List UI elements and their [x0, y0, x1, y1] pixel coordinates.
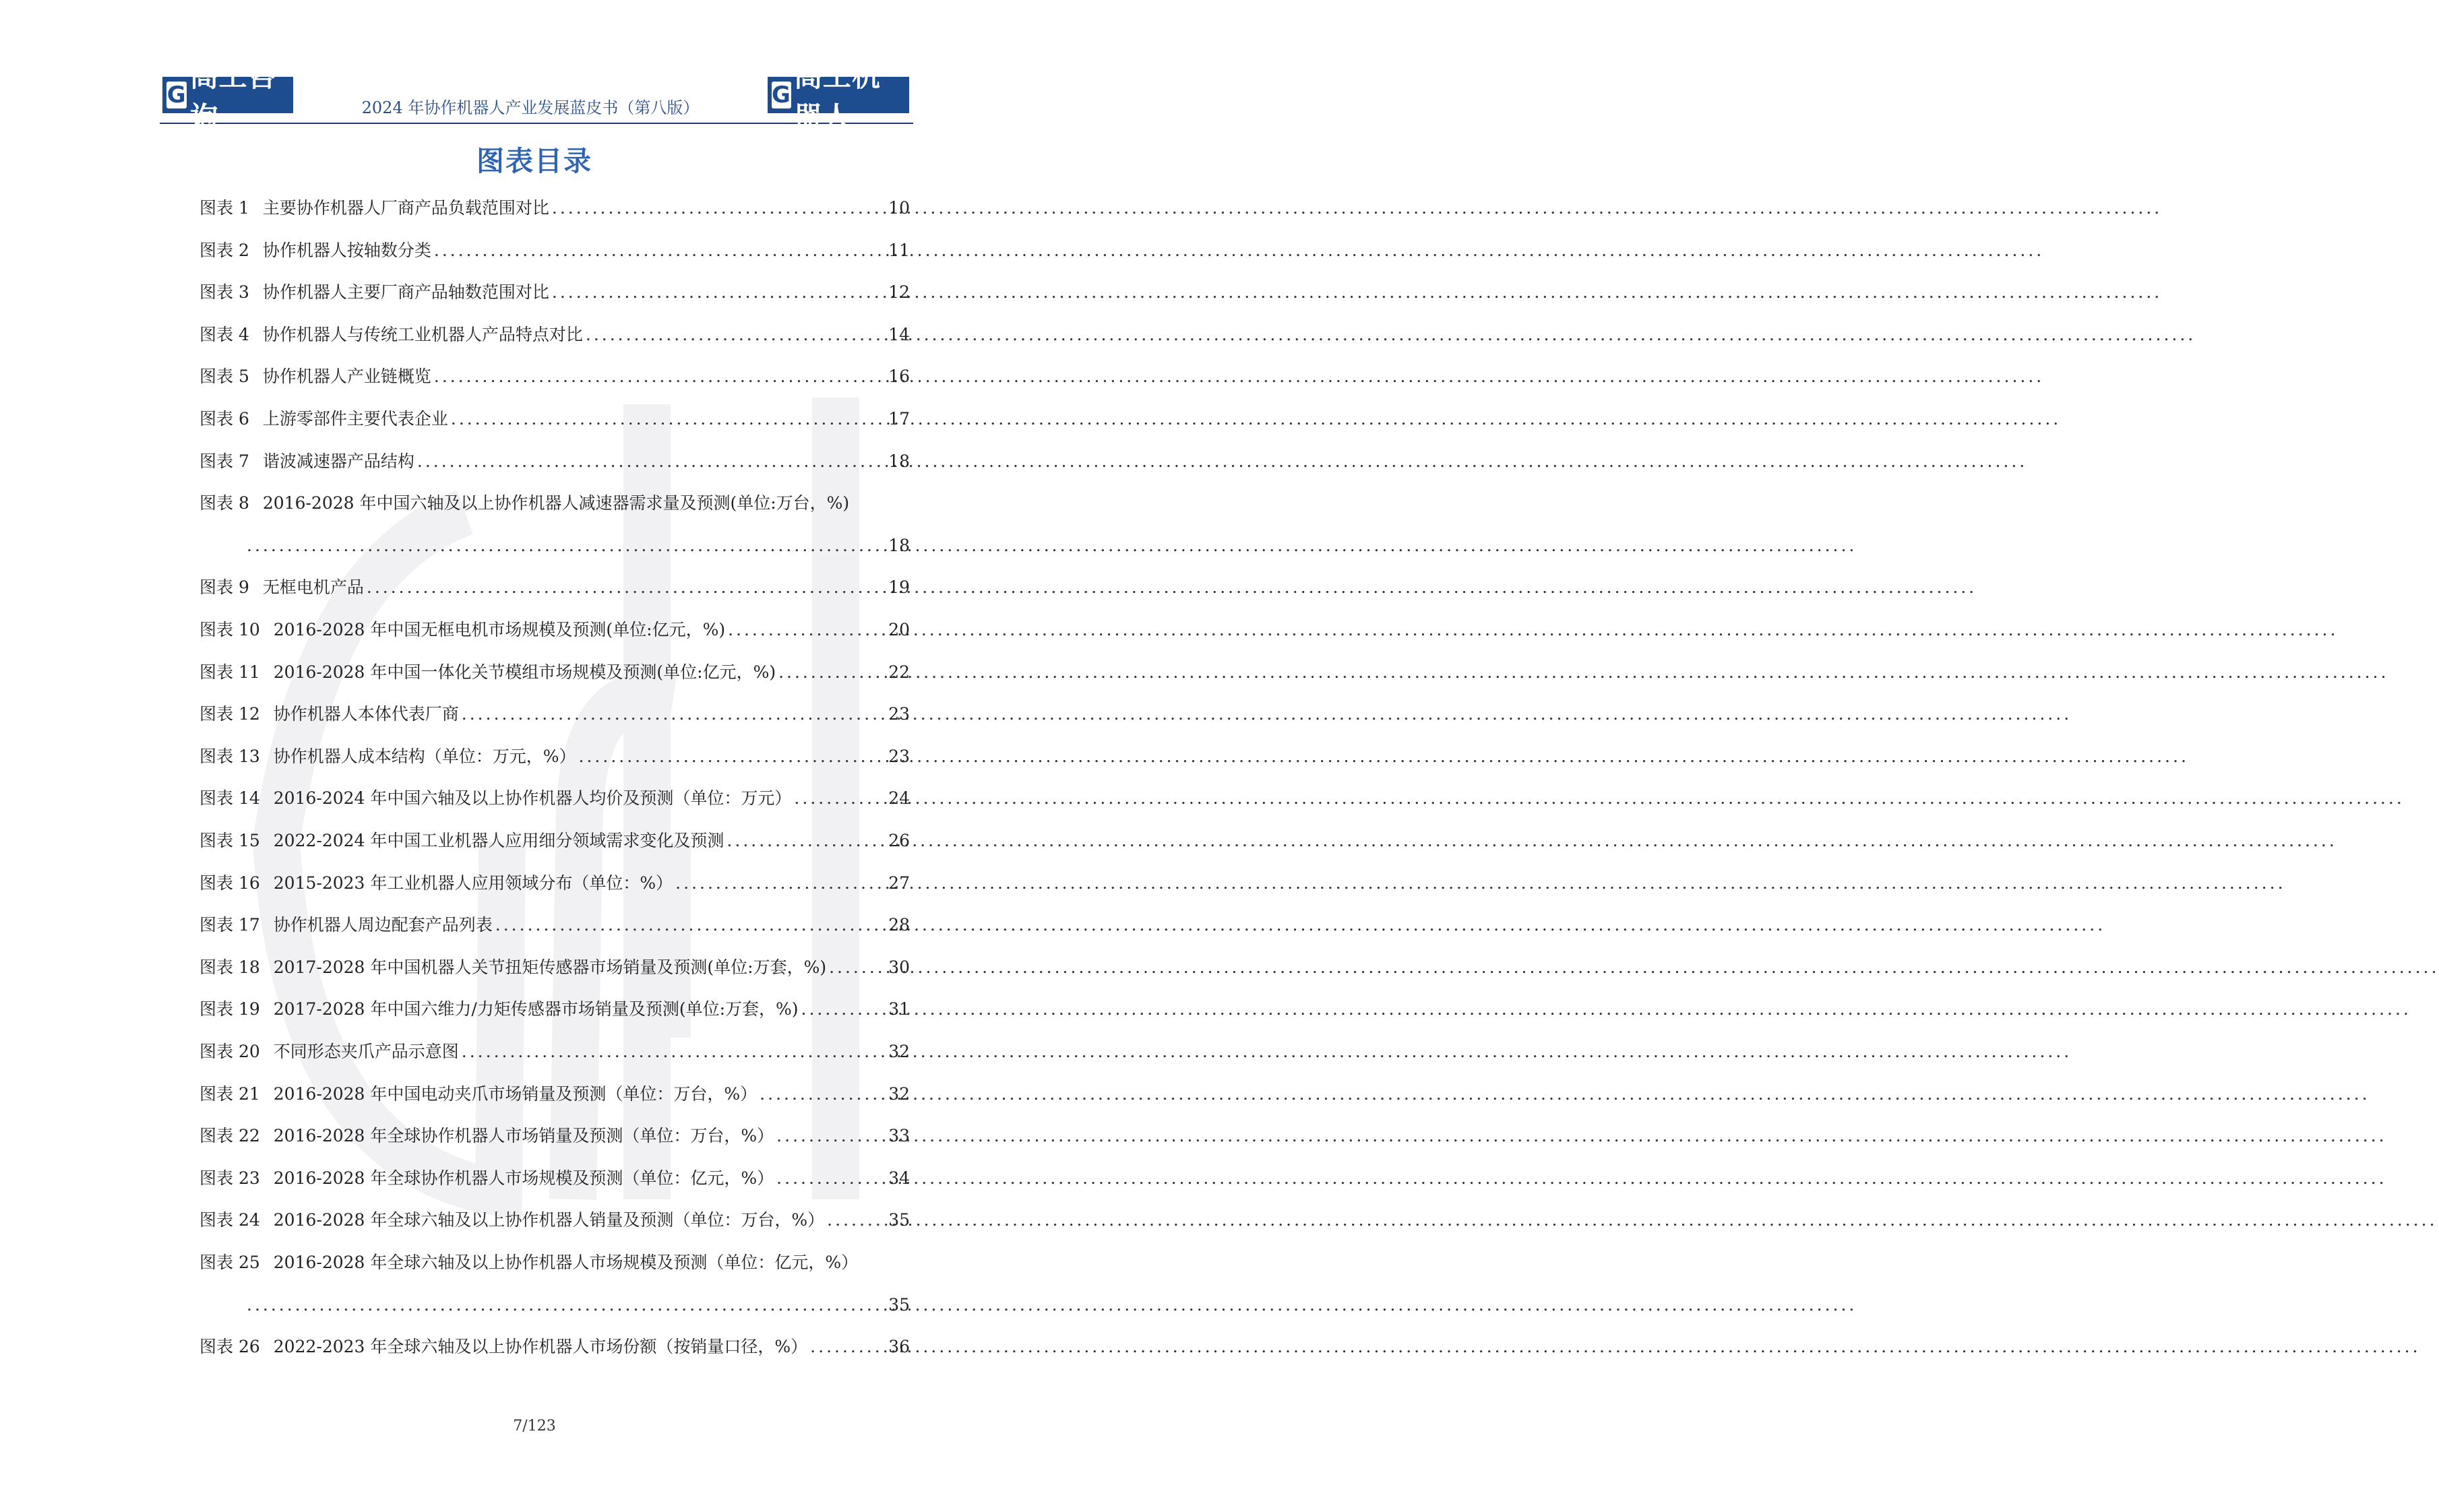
- toc-entry[interactable]: [199, 321, 910, 348]
- toc-entry-page: 28: [888, 915, 910, 935]
- toc-entry-label: 图表 20: [199, 1042, 260, 1061]
- toc-entry-label: 图表 24: [199, 1210, 260, 1230]
- toc-leader-dots: [552, 195, 886, 222]
- toc-entry-page: 36: [888, 1337, 910, 1356]
- toc-entry-page: 33: [888, 1126, 910, 1145]
- toc-entry[interactable]: [199, 1123, 910, 1149]
- gaogong-robot-logo: [768, 60, 909, 133]
- toc-leader-dots: [247, 1292, 886, 1319]
- logo-left-text: 高工咨询: [189, 60, 277, 133]
- toc-leader-dots: [495, 912, 886, 939]
- toc-entry-title: 协作机器人按轴数分类: [262, 241, 431, 260]
- toc-leader-dots: [801, 996, 886, 1023]
- toc-entry[interactable]: [199, 1249, 910, 1276]
- toc-entry-label: 图表 9: [199, 577, 249, 597]
- toc-entry-label: 图表 22: [199, 1126, 260, 1145]
- toc-entry[interactable]: [199, 1165, 910, 1192]
- toc-entry-page: 35: [888, 1295, 910, 1315]
- toc-entry-page: 14: [888, 325, 910, 344]
- toc-leader-dots: [552, 279, 886, 306]
- toc-entry[interactable]: [199, 1207, 910, 1234]
- toc-leader-dots: [675, 870, 886, 897]
- toc-entry-title: 谐波减速器产品结构: [262, 451, 414, 471]
- toc-entry[interactable]: [199, 743, 910, 770]
- toc-entry-title: 协作机器人产业链概览: [262, 367, 431, 386]
- toc-entry-title: 2016-2028 年中国无框电机市场规模及预测(单位:亿元，%): [273, 620, 726, 639]
- toc-entry-page: 23: [888, 747, 910, 766]
- toc-entry[interactable]: [199, 1333, 910, 1360]
- document-title: 2024 年协作机器人产业发展蓝皮书（第八版）: [361, 98, 700, 117]
- toc-entry[interactable]: [199, 1038, 910, 1065]
- toc-entry[interactable]: [199, 785, 910, 812]
- toc-leader-dots: [367, 574, 886, 601]
- toc-entry-page: 16: [888, 367, 910, 386]
- toc-leader-dots: [586, 321, 886, 348]
- toc-entry-title: 2016-2028 年中国一体化关节模组市场规模及预测(单位:亿元，%): [273, 662, 776, 682]
- toc-leader-dots: [829, 954, 886, 981]
- toc-entry-title: 2016-2024 年中国六轴及以上协作机器人均价及预测（单位：万元）: [273, 788, 792, 808]
- toc-leader-dots: [827, 1207, 886, 1234]
- toc-entry-page: 31: [888, 999, 910, 1019]
- toc-leader-dots: [776, 1123, 886, 1149]
- toc-entry[interactable]: [199, 996, 910, 1023]
- toc-leader-dots: [727, 827, 886, 854]
- toc-entry-page: 19: [888, 577, 910, 597]
- toc-entry[interactable]: [199, 617, 910, 643]
- toc-entry[interactable]: [199, 912, 910, 939]
- toc-entry-label: 图表 17: [199, 915, 260, 935]
- toc-entry-label: 图表 21: [199, 1084, 260, 1104]
- toc-entry-title: 2016-2028 年全球协作机器人市场规模及预测（单位：亿元，%）: [273, 1168, 774, 1188]
- toc-leader-dots: [794, 785, 886, 812]
- toc-entry[interactable]: [199, 1081, 910, 1108]
- toc-entry-title: 无框电机产品: [262, 577, 364, 597]
- toc-entry[interactable]: [199, 701, 910, 728]
- toc-entry-label: 图表 23: [199, 1168, 260, 1188]
- toc-entry-continuation[interactable]: [244, 1292, 910, 1319]
- toc-entry-label: 图表 4: [199, 325, 249, 344]
- toc-entry-title: 2016-2028 年全球协作机器人市场销量及预测（单位：万台，%）: [273, 1126, 774, 1145]
- toc-entry-title: 2016-2028 年全球六轴及以上协作机器人市场规模及预测（单位：亿元，%）: [273, 1253, 859, 1272]
- toc-entry-label: 图表 13: [199, 747, 260, 766]
- toc-entry[interactable]: [199, 279, 910, 306]
- toc-entry-page: 11: [888, 241, 910, 260]
- gaogong-consulting-logo: [162, 60, 293, 133]
- page-header: [160, 60, 913, 133]
- g-logo-icon: G: [772, 82, 791, 108]
- toc-entry-title: 协作机器人本体代表厂商: [273, 704, 459, 724]
- toc-entry-title: 协作机器人与传统工业机器人产品特点对比: [262, 325, 583, 344]
- toc-entry-label: 图表 11: [199, 662, 260, 682]
- toc-entry-page: 24: [888, 788, 910, 808]
- toc-entry-label: 图表 5: [199, 367, 249, 386]
- toc-entry-title: 主要协作机器人厂商产品负载范围对比: [262, 198, 549, 218]
- toc-entry-title: 协作机器人成本结构（单位：万元，%）: [273, 747, 576, 766]
- toc-entry-label: 图表 3: [199, 282, 249, 302]
- toc-entry-label: 图表 12: [199, 704, 260, 724]
- toc-entry[interactable]: [199, 406, 910, 433]
- toc-entry-page: 30: [888, 957, 910, 977]
- toc-leader-dots: [776, 1165, 886, 1192]
- toc-entry-title: 2017-2028 年中国机器人关节扭矩传感器市场销量及预测(单位:万套，%): [273, 957, 827, 977]
- toc-leader-dots: [778, 659, 886, 686]
- g-logo-icon: G: [166, 82, 187, 108]
- toc-entry-page: 20: [888, 620, 910, 639]
- toc-entry-title: 2022-2023 年全球六轴及以上协作机器人市场份额（按销量口径，%）: [273, 1337, 808, 1356]
- toc-entry-title: 2017-2028 年中国六维力/力矩传感器市场销量及预测(单位:万套，%): [273, 999, 799, 1019]
- toc-entry-page: 32: [888, 1084, 910, 1104]
- toc-entry-page: 32: [888, 1042, 910, 1061]
- toc-entry-continuation[interactable]: [244, 532, 910, 559]
- toc-entry-label: 图表 16: [199, 873, 260, 893]
- toc-entry-page: 35: [888, 1210, 910, 1230]
- toc-entry[interactable]: [199, 490, 910, 517]
- toc-entry-label: 图表 6: [199, 409, 249, 429]
- toc-entry-title: 2015-2023 年工业机器人应用领域分布（单位：%）: [273, 873, 673, 893]
- toc-entry-label: 图表 14: [199, 788, 260, 808]
- toc-leader-dots: [247, 532, 886, 559]
- toc-entry-page: 17: [888, 409, 910, 429]
- toc-entry[interactable]: [199, 659, 910, 686]
- toc-entry[interactable]: [199, 954, 910, 981]
- toc-title: 图表目录: [476, 145, 592, 177]
- toc-entry-page: 18: [888, 536, 910, 555]
- toc-entry-label: 图表 7: [199, 451, 249, 471]
- toc-leader-dots: [462, 1038, 886, 1065]
- toc-entry-label: 图表 1: [199, 198, 249, 218]
- toc-entry-label: 图表 18: [199, 957, 260, 977]
- toc-entry-page: 10: [888, 198, 910, 218]
- toc-leader-dots: [462, 701, 886, 728]
- logo-right-text: 高工机器人: [793, 60, 881, 133]
- toc-entry-page: 23: [888, 704, 910, 724]
- toc-entry-title: 2022-2024 年中国工业机器人应用细分领域需求变化及预测: [273, 831, 724, 850]
- toc-entry-title: 2016-2028 年全球六轴及以上协作机器人销量及预测（单位：万台，%）: [273, 1210, 825, 1230]
- toc-entry-title: 不同形态夹爪产品示意图: [273, 1042, 459, 1061]
- toc-entry[interactable]: [199, 237, 910, 264]
- toc-leader-dots: [579, 743, 886, 770]
- toc-leader-dots: [451, 406, 886, 433]
- page-number: 7/123: [513, 1418, 556, 1435]
- toc-entry-page: 27: [888, 873, 910, 893]
- toc-entry-page: 18: [888, 451, 910, 471]
- toc-entry-label: 图表 26: [199, 1337, 260, 1356]
- toc-entry-title: 2016-2028 年中国电动夹爪市场销量及预测（单位：万台，%）: [273, 1084, 758, 1104]
- toc-leader-dots: [434, 363, 886, 390]
- toc-leader-dots: [434, 237, 886, 264]
- toc-entry[interactable]: [199, 574, 910, 601]
- toc-entry-title: 2016-2028 年中国六轴及以上协作机器人减速器需求量及预测(单位:万台，%): [262, 493, 850, 513]
- toc-entry[interactable]: [199, 448, 910, 475]
- toc-entry-page: 12: [888, 282, 910, 302]
- toc-entry-label: 图表 2: [199, 241, 249, 260]
- toc-leader-dots: [728, 617, 886, 643]
- toc-entry-label: 图表 25: [199, 1253, 260, 1272]
- toc-entry-label: 图表 19: [199, 999, 260, 1019]
- toc-entry[interactable]: [199, 870, 910, 897]
- toc-entry-page: 26: [888, 831, 910, 850]
- toc-entry-page: 22: [888, 662, 910, 682]
- toc-entry[interactable]: [199, 827, 910, 854]
- toc-entry-label: 图表 8: [199, 493, 249, 513]
- toc-leader-dots: [417, 448, 886, 475]
- toc-entry-title: 协作机器人周边配套产品列表: [273, 915, 493, 935]
- toc-entry-title: 上游零部件主要代表企业: [262, 409, 448, 429]
- toc-entry-label: 图表 10: [199, 620, 260, 639]
- toc-entry[interactable]: [199, 363, 910, 390]
- toc-entry[interactable]: [199, 195, 910, 222]
- toc-entry-page: 34: [888, 1168, 910, 1188]
- toc-entry-title: 协作机器人主要厂商产品轴数范围对比: [262, 282, 549, 302]
- toc-leader-dots: [760, 1081, 886, 1108]
- toc-entry-label: 图表 15: [199, 831, 260, 850]
- toc-leader-dots: [810, 1333, 886, 1360]
